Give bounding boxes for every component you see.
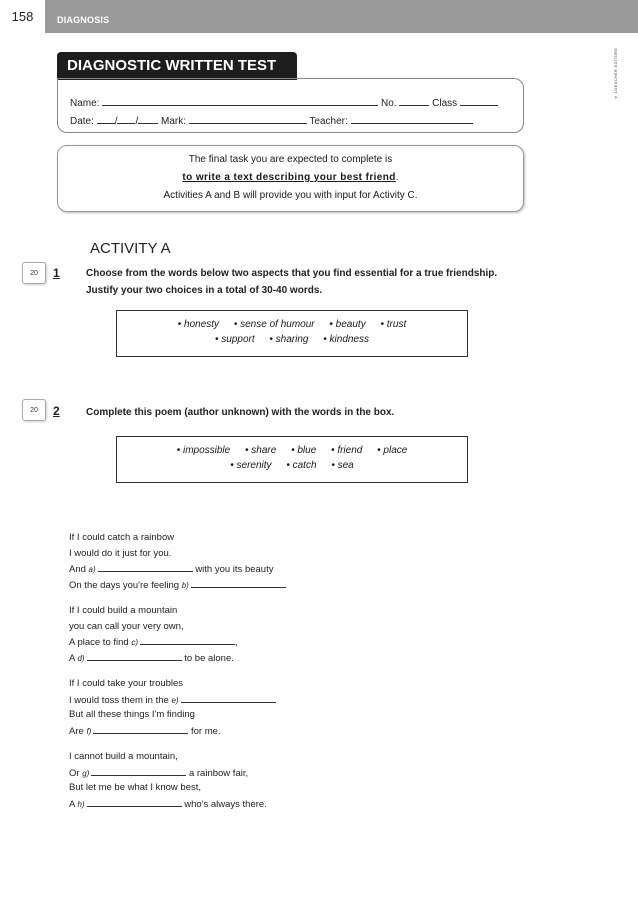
poem-text: On the days you're feeling [69,579,180,591]
task-intro: The final task you are expected to complete is [188,154,393,165]
class-label: Class [432,98,458,109]
poem-text: with you its beauty [195,564,274,575]
name-field[interactable] [102,95,378,106]
gap-label: h) [77,799,85,809]
activity-title: ACTIVITY A [90,240,171,257]
word-option: • support [214,334,255,345]
poem-line: If I could take your troubles [69,678,184,689]
word-option: • trust [380,319,407,330]
answer-blank-d[interactable] [87,650,182,661]
exercise-number-1: 1 [53,266,60,280]
word-option: • kindness [323,334,370,345]
word-option: • sea [331,460,354,471]
exercise-2-instructions [86,404,394,421]
task-goal: to write a text describing your best friend [182,172,396,183]
word-option: • friend [331,445,363,456]
poem-line [69,561,286,577]
poem-text: A place to find [69,637,129,648]
poem-text: I would toss them in the [69,694,169,706]
word-option: • honesty [177,319,220,330]
exercise-2-line-1: Complete this poem (author unknown) with the words in the box. [86,407,395,418]
poem-text: And [69,564,86,575]
score-box-2: 20 [22,399,46,421]
word-option: • beauty [329,319,366,330]
copyright-notice: © LOESCHER EDITORE [613,47,618,100]
poem-line [69,650,286,666]
word-option: • sense of humour [233,319,315,330]
poem-line: But let me be what I know best, [69,782,202,793]
number-label: No. [381,98,397,109]
answer-blank-h[interactable] [87,796,182,807]
answer-blank-b[interactable] [191,577,286,588]
exercise-1-instructions [86,265,497,299]
word-box-2-row-1 [117,444,467,458]
word-option: • catch [286,460,317,471]
gap-label: f) [86,726,92,736]
poem-text: A [69,798,75,810]
poem-line [69,692,286,708]
date-label: Date: [70,116,94,127]
class-field[interactable] [460,95,498,106]
word-option: • impossible [176,445,231,456]
word-box-1-row-2 [117,333,467,347]
word-option: • place [377,445,408,456]
poem-text: who's always there. [184,798,267,810]
answer-blank-g[interactable] [91,765,186,776]
poem-line: But all these things I'm finding [69,709,195,720]
word-box-1 [116,310,468,357]
gap-label: b) [181,580,189,590]
word-box-2 [116,436,468,483]
date-year-field[interactable] [138,113,158,124]
poem-text: Are [69,725,84,737]
date-month-field[interactable] [117,113,135,124]
answer-blank-a[interactable] [98,561,193,572]
task-goal-period: . [395,172,399,183]
task-goal-line [58,171,523,185]
poem-text: A [69,652,75,664]
score-box-1: 20 [22,262,46,284]
word-option: • serenity [230,460,272,471]
poem-line: I cannot build a mountain, [69,751,178,762]
poem-text: to be alone. [184,652,234,664]
answer-blank-c[interactable] [140,634,235,645]
poem-line: I would do it just for you. [69,547,172,559]
number-field[interactable] [399,95,429,106]
poem-line [69,796,286,812]
poem-line [69,577,286,593]
gap-label: e) [171,695,179,705]
teacher-label: Teacher: [309,116,348,127]
page-number: 158 [0,0,45,33]
poem [69,530,286,811]
word-box-1-row-1 [117,318,467,332]
task-activities-note: Activities A and B will provide you with input for Activity C. [163,190,418,201]
answer-blank-f[interactable] [93,723,188,734]
answer-blank-e[interactable] [181,692,276,703]
word-option: • blue [291,445,317,456]
poem-line [69,634,286,650]
poem-text: , [235,637,238,648]
poem-line: If I could build a mountain [69,605,178,616]
mark-field[interactable] [189,113,307,124]
date-day-field[interactable] [97,113,115,124]
test-title: DIAGNOSTIC WRITTEN TEST [57,52,297,80]
gap-label: c) [131,638,138,647]
student-info-box [57,78,524,133]
poem-line: you can call your very own, [69,620,184,632]
poem-text: a rainbow fair, [188,767,249,779]
exercise-1-line-2: Justify your two choices in a total of 30-40 words. [86,285,323,296]
poem-text: for me. [190,725,221,737]
word-option: • share [245,445,277,456]
poem-line: If I could catch a rainbow [69,532,175,543]
section-title: DIAGNOSIS [57,15,110,25]
gap-label: g) [82,768,90,778]
task-box [57,145,524,212]
info-row-name [70,95,498,109]
poem-line [69,723,286,739]
name-label: Name: [70,98,100,109]
teacher-field[interactable] [351,113,473,124]
exercise-1-line-1: Choose from the words below two aspects that you find essential for a true friendship. [86,268,498,279]
poem-text: Or [69,767,80,779]
gap-label: a) [88,565,96,574]
word-option: • sharing [269,334,309,345]
mark-label: Mark: [161,116,187,127]
gap-label: d) [77,653,85,663]
poem-line [69,765,286,781]
word-box-2-row-2 [117,459,467,473]
exercise-number-2: 2 [53,404,60,418]
info-row-date: Date: / / Mark: Teacher: [70,113,473,127]
